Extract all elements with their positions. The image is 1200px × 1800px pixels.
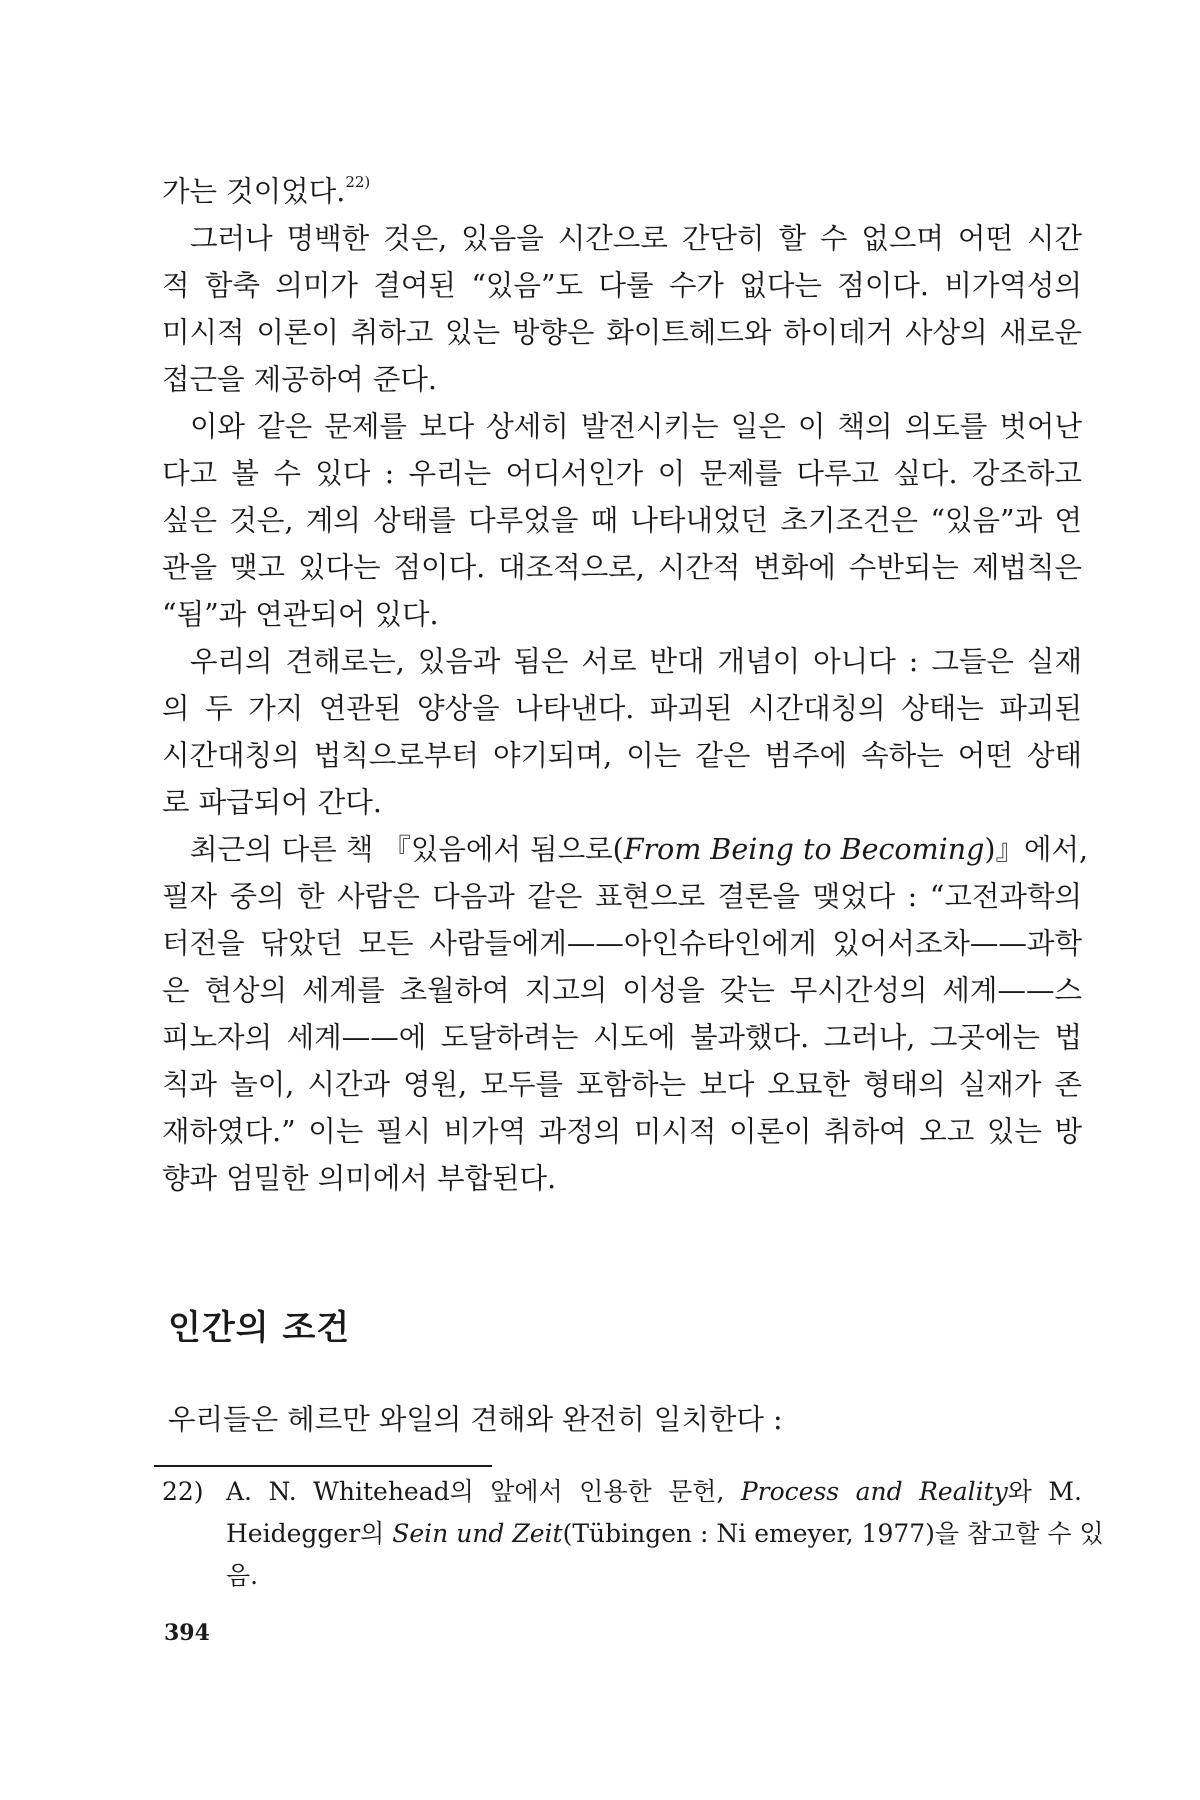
paragraph-line: 필자 중의 한 사람은 다음과 같은 표현으로 결론을 맺었다 : “고전과학의 (162, 880, 1082, 913)
footnote-divider (154, 1465, 492, 1467)
paragraph-line: 터전을 닦았던 모든 사람들에게——아인슈타인에게 있어서조차——과학 (162, 927, 1082, 960)
section-first-line: 우리들은 헤르만 와일의 견해와 완전히 일치한다 : (168, 1403, 783, 1436)
section-heading: 인간의 조건 (168, 1308, 351, 1348)
paragraph-line: 다고 볼 수 있다 : 우리는 어디서인가 이 문제를 다루고 싶다. 강조하고 (162, 457, 1082, 490)
footnote-number: 22) (162, 1477, 204, 1506)
paragraph-line: 관을 맺고 있다는 점이다. 대조적으로, 시간적 변화에 수반되는 제법칙은 (162, 551, 1082, 584)
paragraph-line: “됨”과 연관되어 있다. (162, 598, 439, 631)
footnote-reference[interactable]: 22) (345, 173, 371, 191)
body-text (162, 168, 1089, 1202)
paragraph-line: 향과 엄밀한 의미에서 부합된다. (162, 1162, 557, 1195)
page-number: 394 (164, 1620, 210, 1646)
paragraph-line: 적 함축 의미가 결여된 “있음”도 다룰 수가 없다는 점이다. 비가역성의 (162, 269, 1082, 302)
paragraph-line: 싶은 것은, 계의 상태를 다루었을 때 나타내었던 초기조건은 “있음”과 연 (162, 504, 1082, 537)
paragraph-line: 로 파급되어 간다. (162, 786, 382, 819)
paragraph-line: 그러나 명백한 것은, 있음을 시간으로 간단히 할 수 없으며 어떤 시간 (190, 222, 1082, 255)
paragraph-line: 최근의 다른 책 『있음에서 됨으로(From Being to Becoming)』에서, (190, 833, 1089, 866)
footnote (162, 1471, 1104, 1597)
paragraph-line: 의 두 가지 연관된 양상을 나타낸다. 파괴된 시간대칭의 상태는 파괴된 (162, 692, 1082, 725)
text-line: 가는 것이었다.$^{22)}$ (162, 173, 371, 208)
footnote-line: Heidegger의 Sein und Zeit(Tübingen : Ni emeyer, 1977)을 참고할 수 있 (226, 1519, 1104, 1548)
paragraph-line: 피노자의 세계——에 도달하려는 시도에 불과했다. 그러나, 그곳에는 법 (162, 1021, 1082, 1054)
paragraph-line: 미시적 이론이 취하고 있는 방향은 화이트헤드와 하이데거 사상의 새로운 (162, 316, 1082, 349)
paragraph-line: 우리의 견해로는, 있음과 됨은 서로 반대 개념이 아니다 : 그들은 실재 (190, 645, 1082, 678)
paragraph-line: 시간대칭의 법칙으로부터 야기되며, 이는 같은 범주에 속하는 어떤 상태 (162, 739, 1082, 772)
footnote-line: 22) A. N. Whitehead의 앞에서 인용한 문헌, Process and Reality와 M. (162, 1471, 1082, 1513)
paragraph-line: 접근을 제공하여 준다. (162, 363, 437, 396)
paragraph-line: 칙과 놀이, 시간과 영원, 모두를 포함하는 보다 오묘한 형태의 실재가 존 (162, 1068, 1082, 1101)
paragraph-line: 이와 같은 문제를 보다 상세히 발전시키는 일은 이 책의 의도를 벗어난 (190, 410, 1082, 443)
footnote-line: 음. (226, 1561, 259, 1590)
paragraph-line: 재하였다.” 이는 필시 비가역 과정의 미시적 이론이 취하여 오고 있는 방 (162, 1115, 1082, 1148)
paragraph-line: 은 현상의 세계를 초월하여 지고의 이성을 갖는 무시간성의 세계——스 (162, 974, 1082, 1007)
book-title-italic: From Being to Becoming (623, 833, 985, 866)
